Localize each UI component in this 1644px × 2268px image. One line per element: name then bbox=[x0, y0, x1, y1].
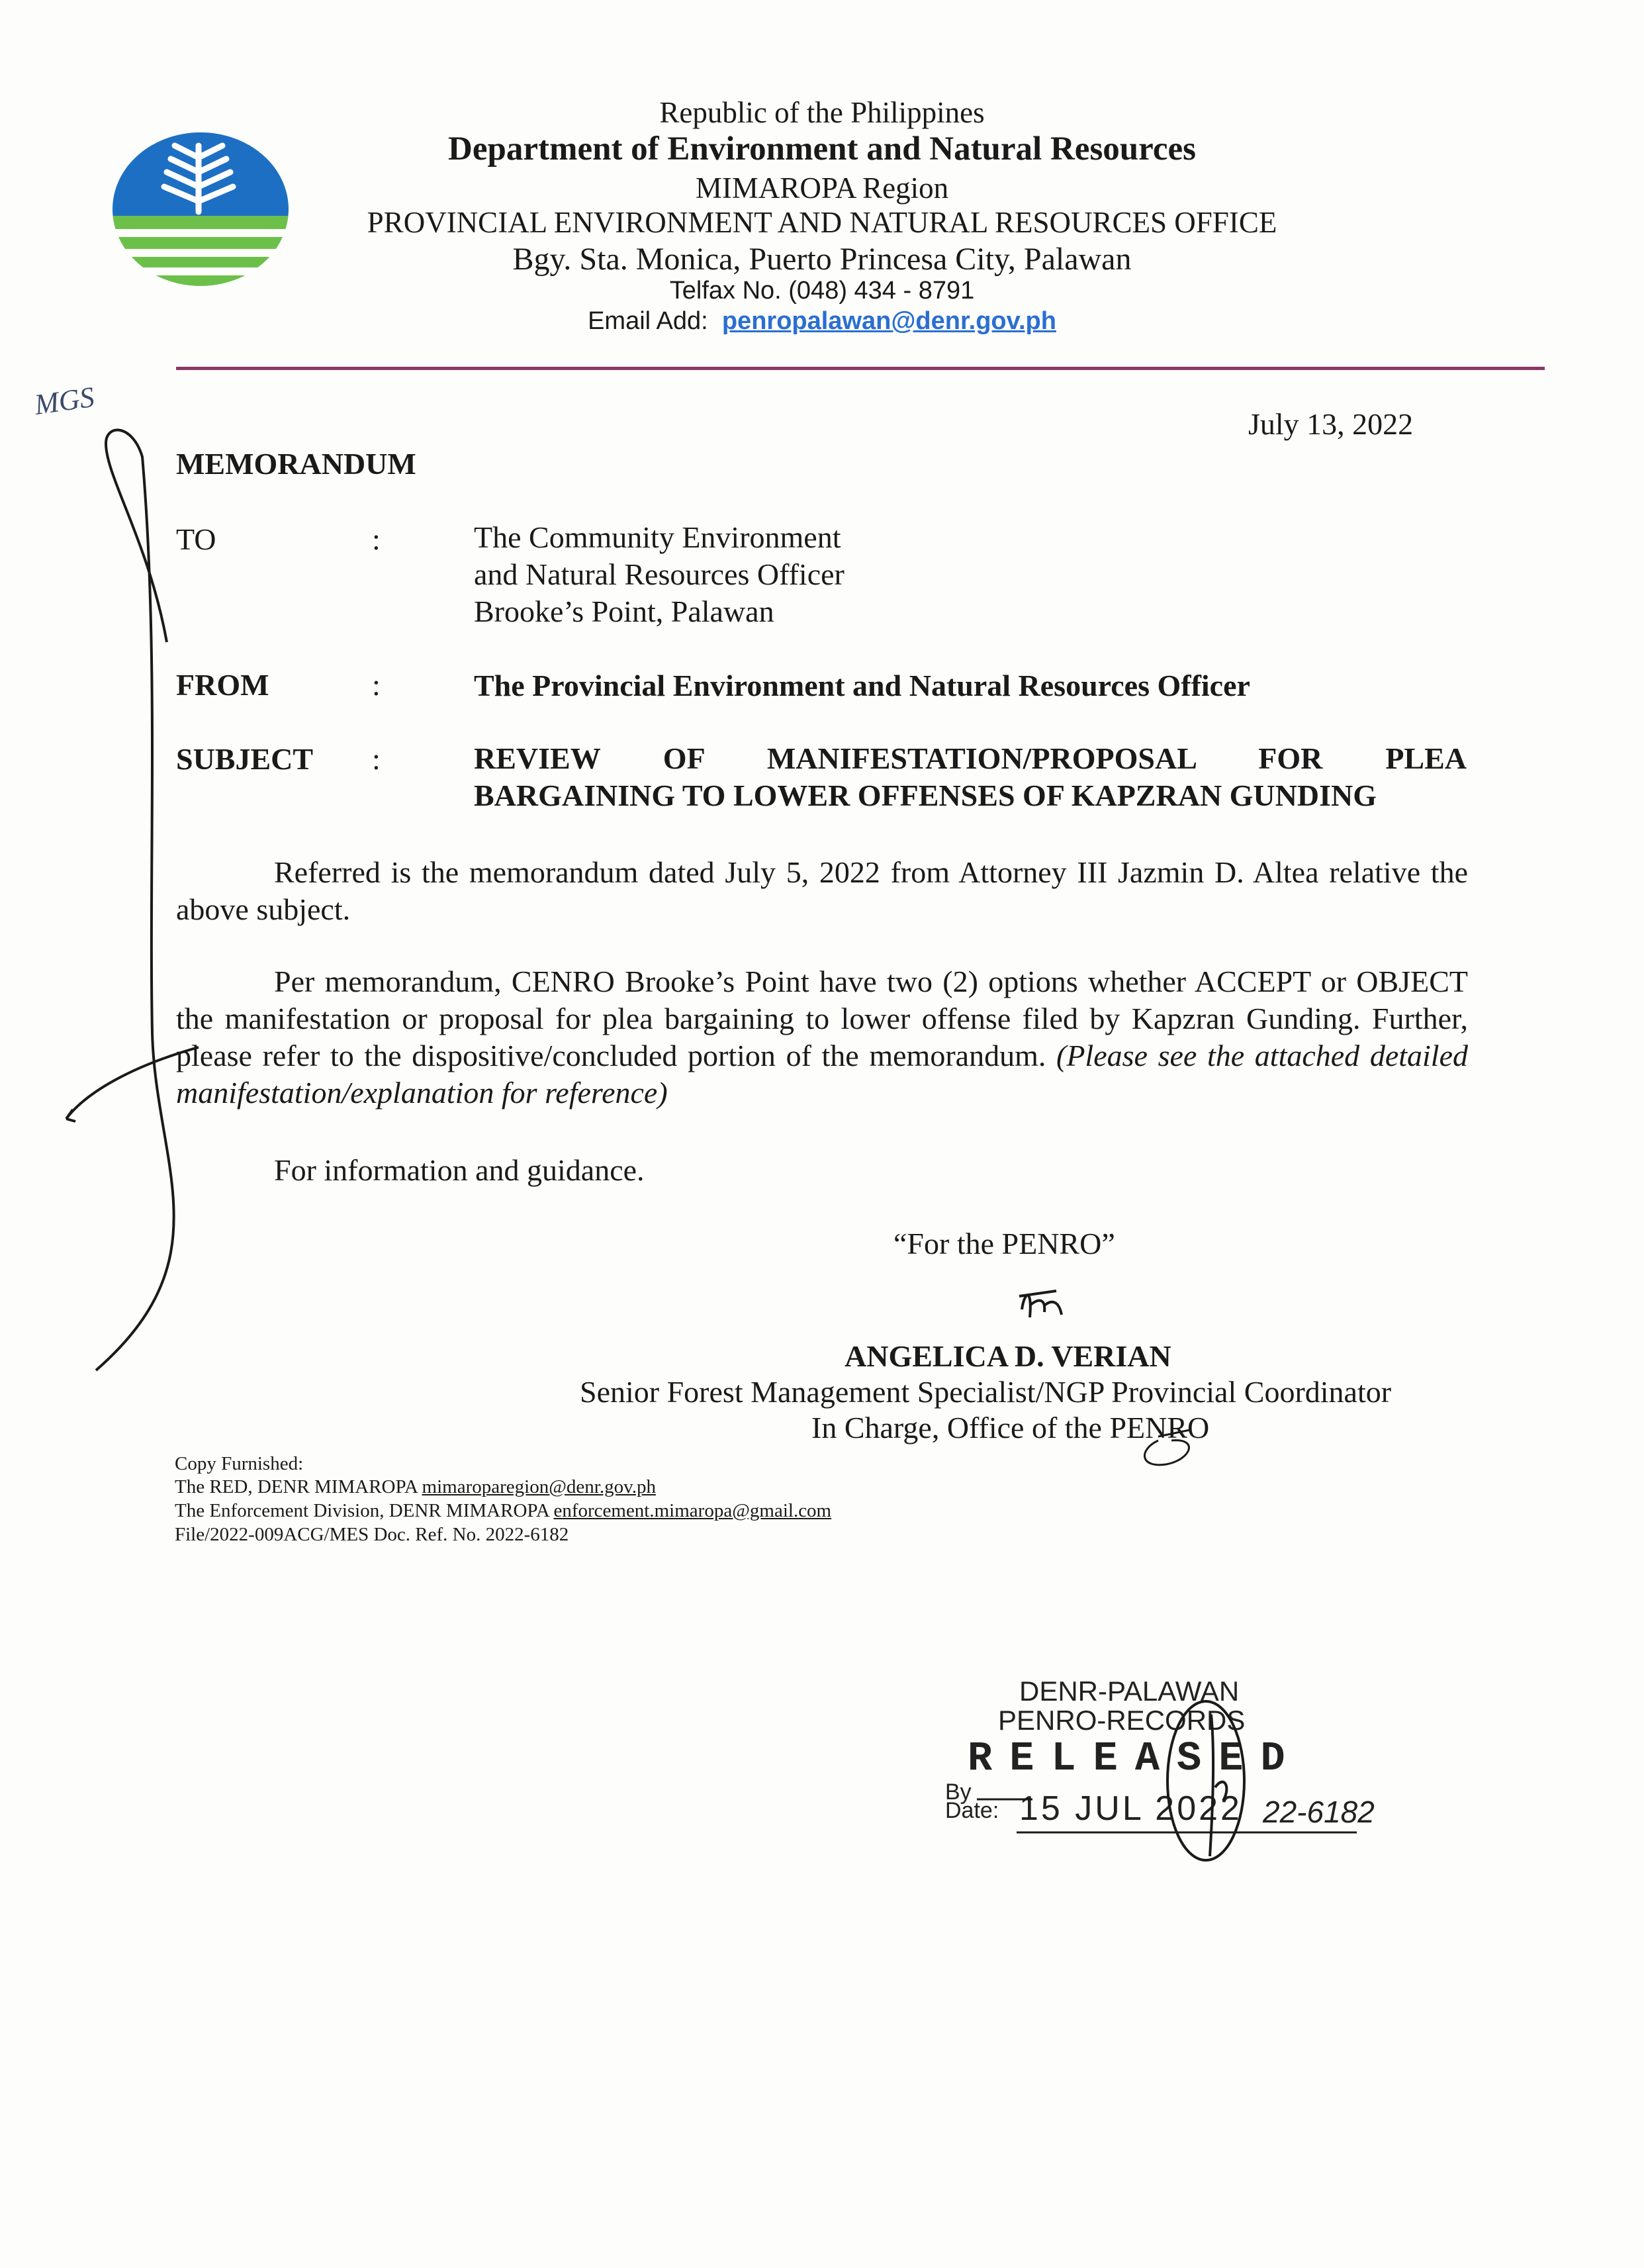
for-penro: “For the PENRO” bbox=[893, 1227, 1115, 1260]
cf2-text: The Enforcement Division, DENR MIMAROPA bbox=[175, 1500, 549, 1521]
stamp-date-label: Date: bbox=[945, 1798, 999, 1823]
header-divider bbox=[176, 367, 1545, 370]
header-email-link[interactable]: penropalawan@denr.gov.ph bbox=[721, 307, 1056, 335]
stamp-date-value: 15 JUL 2022 bbox=[1019, 1789, 1242, 1828]
signatory-office: In Charge, Office of the PENRO bbox=[811, 1411, 1210, 1444]
from-colon: : bbox=[372, 668, 381, 702]
stamp-line-1: DENR-PALAWAN bbox=[1019, 1676, 1240, 1707]
memo-date: July 13, 2022 bbox=[1248, 407, 1414, 441]
copy-furnished-line-1 bbox=[175, 1478, 656, 1497]
body-paragraph-2 bbox=[176, 963, 1468, 1111]
memo-title: MEMORANDUM bbox=[176, 447, 416, 481]
subject-label: SUBJECT bbox=[176, 742, 314, 776]
subject-line-1: REVIEW OF MANIFESTATION/PROPOSAL FOR PLEA bbox=[474, 741, 1467, 775]
body-paragraph-3: For information and guidance. bbox=[274, 1153, 645, 1187]
copy-furnished-heading: Copy Furnished: bbox=[175, 1453, 304, 1474]
header-telfax: Telfax No. (048) 434 - 8791 bbox=[669, 277, 975, 305]
header-office: PROVINCIAL ENVIRONMENT AND NATURAL RESOURCES OFFICE bbox=[367, 206, 1277, 239]
cf1-email-link[interactable]: mimaroparegion@denr.gov.ph bbox=[422, 1476, 656, 1497]
from-sender: The Provincial Environment and Natural Resources Officer bbox=[474, 669, 1250, 702]
margin-bracket-stroke bbox=[96, 430, 174, 1370]
signatory-name: ANGELICA D. VERIAN bbox=[845, 1339, 1171, 1373]
signatory-title: Senior Forest Management Specialist/NGP Provincial Coordinator bbox=[580, 1375, 1392, 1409]
subject-colon: : bbox=[372, 742, 381, 776]
margin-arrowhead bbox=[66, 1110, 75, 1121]
header-department: Department of Environment and Natural Resources bbox=[448, 130, 1196, 167]
stamp-by-label: By bbox=[945, 1779, 972, 1805]
body-paragraph-2-note: (Please see the attached detailed manifestation/explanation for reference) bbox=[176, 1039, 1468, 1110]
subject-text bbox=[474, 740, 1467, 814]
to-colon: : bbox=[372, 522, 381, 556]
to-recipient bbox=[474, 519, 845, 630]
header-email bbox=[0, 308, 1644, 334]
subject-line-2: BARGAINING TO LOWER OFFENSES OF KAPZRAN GUNDING bbox=[474, 779, 1377, 812]
from-label: FROM bbox=[176, 668, 269, 702]
copy-furnished-line-2 bbox=[175, 1501, 831, 1521]
to-line-1: The Community Environment bbox=[474, 520, 841, 554]
to-label: TO bbox=[176, 522, 216, 556]
handwritten-initials: MGS bbox=[32, 380, 97, 422]
header-region: MIMAROPA Region bbox=[695, 171, 949, 205]
to-line-2: and Natural Resources Officer bbox=[474, 557, 845, 591]
body-paragraph-2-text: Per memorandum, CENRO Brooke’s Point have two (2) options whether ACCEPT or OBJECT the manifestation or proposal for plea bargaining to lower offense filed by Kapzran Gunding. Further, please refer to the dispositive/concluded portion of the memorandum. bbox=[176, 965, 1468, 1072]
stamp-status: RELEASED bbox=[968, 1735, 1302, 1782]
copy-furnished-line-3: File/2022-009ACG/MES Doc. Ref. No. 2022-6182 bbox=[175, 1524, 569, 1545]
body-paragraph-1: Referred is the memorandum dated July 5, 2022 from Attorney III Jazmin D. Altea relative the above subject. bbox=[176, 855, 1468, 926]
header-email-label: Email Add: bbox=[588, 307, 708, 335]
cf2-email-link[interactable]: enforcement.mimaropa@gmail.com bbox=[553, 1500, 832, 1521]
stamp-reference: 22-6182 bbox=[1263, 1795, 1375, 1829]
header-republic: Republic of the Philippines bbox=[659, 96, 985, 129]
header-address: Bgy. Sta. Monica, Puerto Princesa City, Palawan bbox=[512, 242, 1132, 277]
cf1-text: The RED, DENR MIMAROPA bbox=[175, 1476, 418, 1497]
to-line-3: Brooke’s Point, Palawan bbox=[474, 594, 774, 628]
signature-initials bbox=[1019, 1291, 1062, 1317]
stamp-line-2: PENRO-RECORDS bbox=[998, 1705, 1246, 1736]
